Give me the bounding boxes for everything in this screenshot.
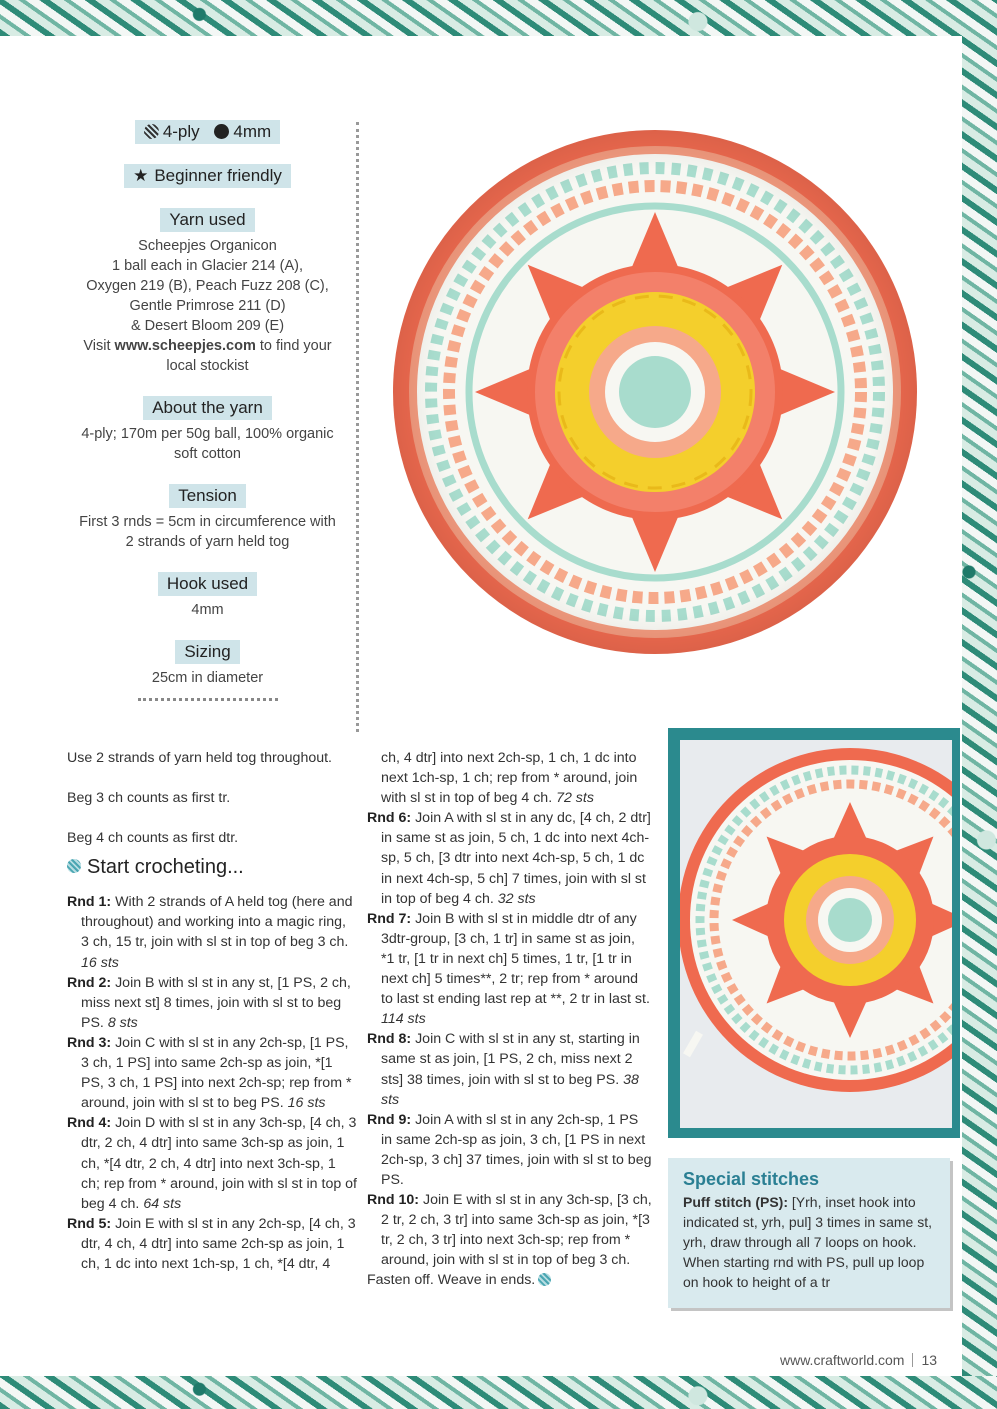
section-heading: Yarn used bbox=[160, 208, 254, 232]
round-5-continued: ch, 4 dtr] into next 2ch-sp, 1 ch, 1 dc into next 1ch-sp, 1 ch; rep from * around, join with sl st in top of beg 4 ch. 72 sts bbox=[381, 750, 638, 807]
footer-url[interactable]: www.craftworld.com bbox=[780, 1352, 905, 1368]
hook-section bbox=[60, 572, 355, 620]
star-icon: ★ bbox=[133, 166, 149, 185]
decorative-border-right bbox=[962, 36, 997, 1376]
intro-line: Use 2 strands of yarn held tog throughout. bbox=[67, 750, 332, 766]
yarn-ball-icon bbox=[67, 859, 81, 873]
info-line: Gentle Primrose 211 (D) bbox=[129, 298, 286, 314]
sizing-section bbox=[60, 640, 355, 688]
info-line: 2 strands of yarn held tog bbox=[125, 534, 290, 550]
pattern-column-left bbox=[67, 748, 357, 1274]
round-5: Rnd 5: Join E with sl st in any 2ch-sp, [4 ch, 3 dtr, 4 ch, 4 dtr] into same 2ch-sp as join, 1 ch, 1 dc into next 1ch-sp, 1 ch, *[4 dtr, 4 bbox=[67, 1215, 356, 1272]
decorative-border-top bbox=[0, 0, 997, 36]
round-3: Rnd 3: Join C with sl st in any 2ch-sp, [1 PS, 3 ch, 1 PS] into same 2ch-sp as join, *[1 PS, 3 ch, 1 PS] into next 2ch-sp; rep from * around, join with sl st to beg PS. 16 sts bbox=[67, 1034, 352, 1112]
pattern-column-middle bbox=[367, 748, 652, 1291]
page-footer bbox=[780, 1352, 937, 1368]
difficulty-pill: ★ Beginner friendly bbox=[124, 164, 291, 188]
doily-photo bbox=[375, 120, 935, 665]
info-line: 1 ball each in Glacier 214 (A), bbox=[111, 258, 303, 274]
info-line: 4mm bbox=[191, 602, 224, 618]
tension-section bbox=[60, 484, 355, 552]
vertical-dotted-divider bbox=[356, 122, 359, 732]
round-2: Rnd 2: Join B with sl st in any st, [1 PS, 2 ch, miss next st] 8 times, join with sl st to beg PS. 8 sts bbox=[67, 974, 351, 1031]
doily-detail-photo-frame bbox=[668, 728, 960, 1138]
page-number: 13 bbox=[921, 1352, 938, 1368]
yarn-weight-pill: 4-ply 4mm bbox=[135, 120, 280, 144]
info-line: Oxygen 219 (B), Peach Fuzz 208 (C), bbox=[86, 278, 329, 294]
info-line: & Desert Bloom 209 (E) bbox=[130, 318, 285, 334]
round-9: Rnd 9: Join A with sl st in any 2ch-sp, 1 PS in same 2ch-sp as join, 3 ch, [1 PS in next 2ch-sp, 3 ch] 37 times, join with sl st to beg PS. bbox=[367, 1111, 652, 1188]
decorative-border-bottom bbox=[0, 1376, 997, 1409]
round-4: Rnd 4: Join D with sl st in any 3ch-sp, [4 ch, 3 dtr, 2 ch, 4 dtr] into same 3ch-sp as join, 1 ch, *[4 dtr, 2 ch, 4 dtr] into next 3ch-sp, 1 ch; rep from * around, join with sl st in top of beg 4 ch. 64 sts bbox=[67, 1115, 357, 1212]
round-1: Rnd 1: With 2 strands of A held tog (here and throughout) and working into a magic ring, 3 ch, 15 tr, join with sl st in top of beg 3 ch. 16 sts bbox=[67, 894, 353, 971]
info-line: First 3 rnds = 5cm in circumference with bbox=[79, 514, 336, 530]
special-stitches-box bbox=[668, 1158, 950, 1308]
info-line: Visit www.scheepjes.com to find your bbox=[83, 338, 332, 354]
fasten-off-line: Fasten off. Weave in ends. bbox=[367, 1270, 652, 1290]
doily-detail-photo bbox=[680, 740, 952, 1128]
doily-detail-image bbox=[680, 740, 952, 1128]
hook-icon bbox=[214, 124, 229, 139]
info-line: Scheepjes Organicon bbox=[138, 238, 277, 254]
section-heading: Tension bbox=[169, 484, 246, 508]
start-heading: Start crocheting... bbox=[67, 854, 357, 880]
section-heading: Hook used bbox=[158, 572, 257, 596]
info-line: soft cotton bbox=[174, 446, 241, 462]
info-line: 25cm in diameter bbox=[151, 670, 264, 686]
intro-line: Beg 4 ch counts as first dtr. bbox=[67, 830, 239, 847]
section-heading: Sizing bbox=[175, 640, 239, 664]
round-6: Rnd 6: Join A with sl st in any dc, [4 ch, 2 dtr] in same st as join, 5 ch, 1 dc into next 4ch-sp, 5 ch, [3 dtr into next 4ch-sp, 5 ch, 1 dc in next 4ch-sp, 5 ch] 7 times, join with sl st in top of beg 4 ch. 32 sts bbox=[367, 810, 651, 907]
round-7: Rnd 7: Join B with sl st in middle dtr of any 3dtr-group, [3 ch, 1 tr] in same st as join, *1 tr, [1 tr in next ch] 5 times, 1 tr, [1 tr in next ch] 5 times**, 2 tr; rep from * around to last st ending last rep at **, 2 tr in last st. 114 sts bbox=[367, 910, 650, 1028]
pattern-info bbox=[60, 120, 355, 701]
about-yarn-section bbox=[60, 396, 355, 464]
intro-line: Beg 3 ch counts as first tr. bbox=[67, 790, 231, 807]
yarn-used-section bbox=[60, 208, 355, 376]
section-heading: About the yarn bbox=[143, 396, 272, 420]
footer-separator bbox=[912, 1353, 913, 1367]
info-line: local stockist bbox=[166, 358, 249, 374]
special-stitches-heading: Special stitches bbox=[683, 1169, 820, 1189]
round-8: Rnd 8: Join C with sl st in any st, starting in same st as join, [1 PS, 2 ch, miss next 2 sts] 38 times, join with sl st to beg PS. 38 sts bbox=[367, 1031, 640, 1108]
info-line: 4-ply; 170m per 50g ball, 100% organic bbox=[81, 426, 334, 442]
dotted-divider bbox=[138, 698, 278, 701]
yarn-ball-icon bbox=[144, 124, 159, 139]
end-marker-icon bbox=[538, 1273, 551, 1286]
special-stitch-definition: Puff stitch (PS): [Yrh, inset hook into indicated st, yrh, pul] 3 times in same st, yrh, draw through all 7 loops on hook. When starting rnd with PS, pull up loop on hook to height of a tr bbox=[683, 1194, 932, 1290]
scheepjes-link[interactable]: www.scheepjes.com bbox=[114, 338, 256, 354]
round-10: Rnd 10: Join E with sl st in any 3ch-sp, [3 ch, 2 tr, 2 ch, 3 tr] into same 3ch-sp as join, *[3 tr, 2 ch, 3 tr] into next 3ch-sp; rep from * around, join with sl st in top of beg 3 ch. bbox=[367, 1192, 652, 1269]
